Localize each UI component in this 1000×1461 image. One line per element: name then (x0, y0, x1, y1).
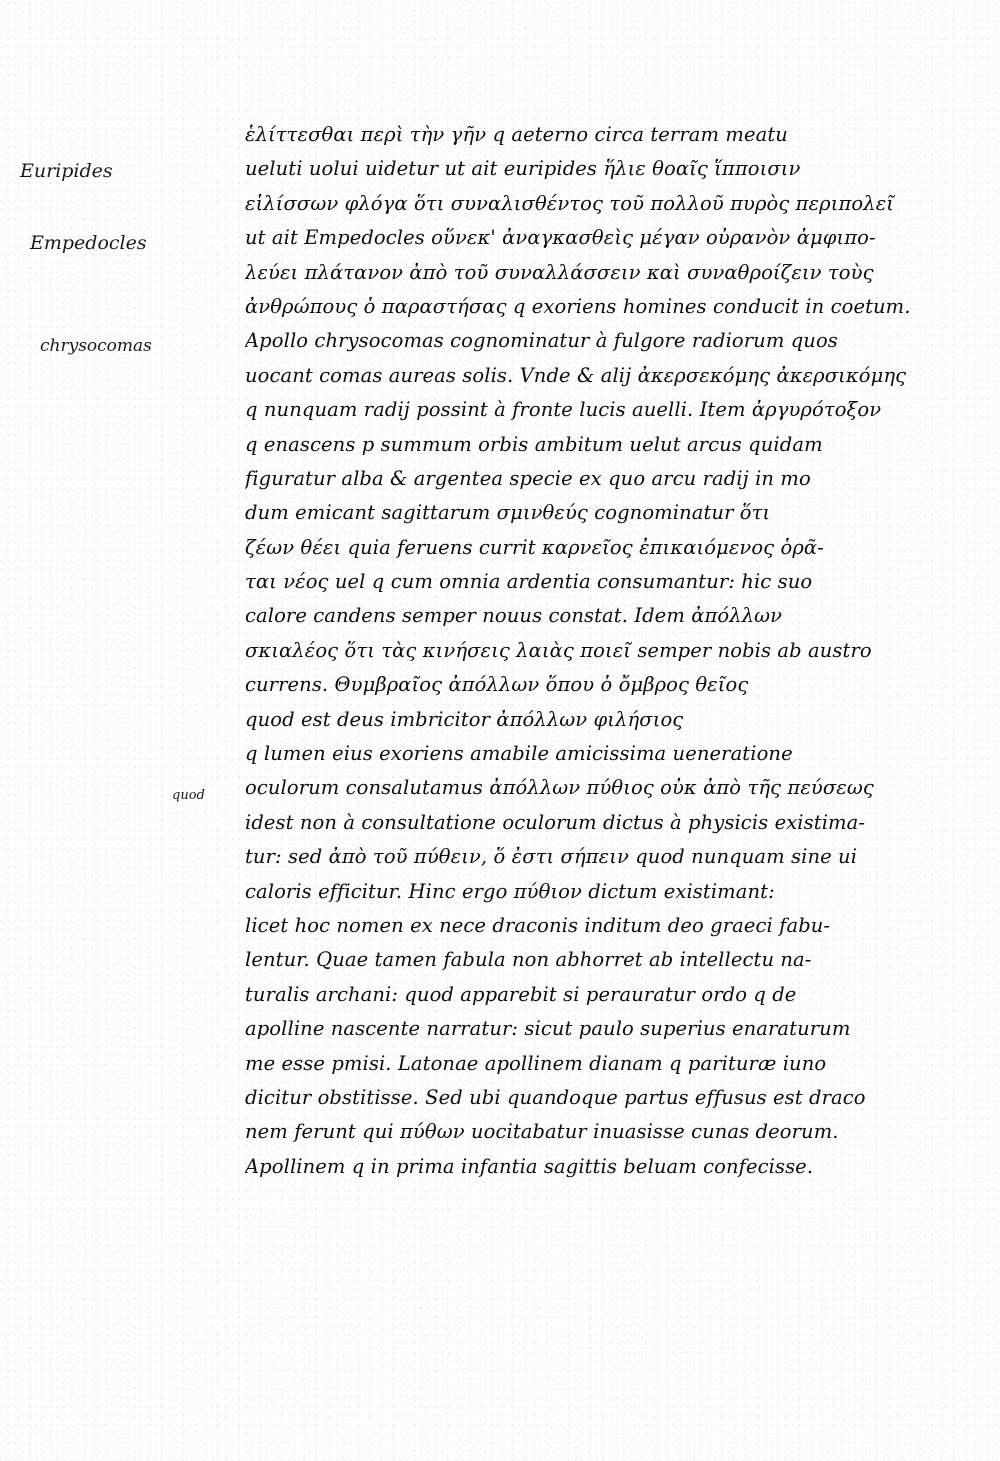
text-line: turalis archani: quod apparebit si perauratur ordo q de (245, 982, 797, 1006)
text-line: dum emicant sagittarum σμινθεύς cognominatur ὅτι (245, 501, 771, 525)
text-line: ἑλίττεσθαι περὶ τὴν γῆν q aeterno circa terram meatu (245, 123, 788, 146)
text-line: nem ferunt qui πύθων uocitabatur inuasisse cunas deorum. (245, 1120, 839, 1144)
text-line: εἱλίσσων φλόγα ὅτι συναλισθέντος τοῦ πολλοῦ πυρὸς περιπολεῖ (245, 191, 894, 215)
text-line: Apollo chrysocomas cognominatur à fulgore radiorum quos (245, 329, 838, 353)
text-line: q nunquam radij possint à fronte lucis auelli. Item ἀργυρότοξον (245, 398, 882, 422)
text-line: λεύει πλάτανον ἀπὸ τοῦ συναλλάσσειν καὶ συναθροίζειν τοὺς (245, 260, 874, 284)
text-line: σκιαλέος ὅτι τὰς κινήσεις λαιὰς ποιεῖ semper nobis ab austro (245, 638, 872, 662)
text-line: calore candens semper nouus constat. Idem ἀπόλλων (245, 604, 783, 628)
text-line: q enascens p summum orbis ambitum uelut arcus quidam (245, 432, 823, 456)
text-line: uocant comas aureas solis. Vnde & alij ἀκερσεκόμης ἀκερσικόμης (245, 363, 907, 387)
text-line: Apollinem q in prima infantia sagittis beluam confecisse. (245, 1154, 814, 1178)
text-line: lentur. Quae tamen fabula non abhorret ab intellectu na- (245, 948, 812, 972)
text-line: quod est deus imbricitor ἀπόλλων φιλήσιος (245, 707, 684, 731)
margin-note-chrysocomas: chrysocomas (40, 336, 152, 356)
text-line: licet hoc nomen ex nece draconis inditum deo graeci fabu- (245, 913, 831, 937)
margin-note-quod: quod (172, 788, 205, 803)
text-line: idest non à consultatione oculorum dictus à physicis existima- (245, 810, 866, 834)
text-line: tur: sed ἀπὸ τοῦ πύθειν, ὅ ἐστι σήπειν quod nunquam sine ui (245, 845, 858, 869)
text-line: caloris efficitur. Hinc ergo πύθιον dictum existimant: (245, 879, 775, 903)
text-line: me esse pmisi. Latonae apollinem dianam q parituræ iuno (245, 1051, 827, 1075)
text-line: ται νέος uel q cum omnia ardentia consumantur: hic suo (245, 570, 813, 594)
text-line: figuratur alba & argentea specie ex quo arcu radij in mo (245, 466, 811, 490)
manuscript-text-block (245, 118, 990, 1184)
margin-note-empedocles: Empedocles (30, 232, 147, 254)
text-line: ueluti uolui uidetur ut ait euripides ἥλιε θοαῖς ἵπποισιν (245, 157, 801, 181)
text-line: q lumen eius exoriens amabile amicissima ueneratione (245, 742, 793, 766)
text-line: ἀνθρώπους ὁ παραστήσας q exoriens homines conducit in coetum. (245, 294, 911, 318)
text-line: ζέων θέει quia feruens currit καρνεῖος ἐπικαιόμενος ὁρᾶ- (245, 535, 824, 559)
text-line: apolline nascente narratur: sicut paulo superius enaraturum (245, 1017, 851, 1041)
text-line: currens. Θυμβραῖος ἀπόλλων ὅπου ὁ ὄμβρος θεῖος (245, 673, 749, 697)
text-line: ut ait Empedocles οὕνεκ' ἀναγκασθεὶς μέγαν οὐρανὸν ἀμφιπο- (245, 226, 876, 250)
text-line: dicitur obstitisse. Sed ubi quandoque partus effusus est draco (245, 1085, 866, 1109)
margin-note-euripides: Euripides (20, 160, 113, 182)
text-line: oculorum consalutamus ἀπόλλων πύθιος οὐκ ἀπὸ τῆς πεύσεως (245, 776, 874, 800)
